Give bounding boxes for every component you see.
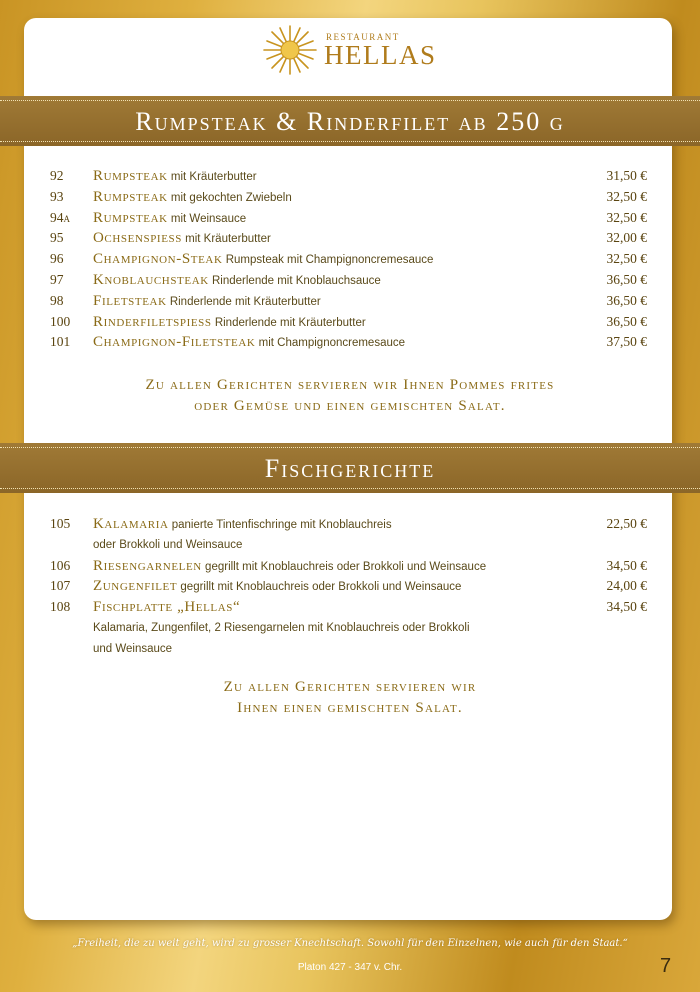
menu-item: [50, 558, 650, 579]
item-name: Riesengarnelen: [93, 557, 202, 574]
item-name: Rinderfiletspiess: [93, 313, 212, 330]
item-number: 94a: [50, 209, 70, 225]
item-name: Knoblauchsteak: [93, 271, 209, 288]
item-name: Rumpsteak: [93, 209, 168, 226]
item-name: Ochsenspiess: [93, 230, 182, 247]
item-name: Filetsteak: [93, 292, 167, 309]
menu-item: [50, 272, 650, 293]
steak-items-list: [50, 168, 650, 355]
item-price: 32,50 €: [606, 209, 647, 225]
menu-item: [50, 516, 650, 537]
footer-author: Platon 427 - 347 v. Chr.: [297, 962, 403, 973]
menu-item: [50, 189, 650, 210]
item-number: 96: [50, 251, 64, 267]
note-line: oder Gemüse und einen gemischten Salat.: [194, 398, 506, 414]
item-description: gegrillt mit Knoblauchreis oder Brokkoli und Weinsauce: [180, 581, 462, 594]
item-price: 34,50 €: [606, 599, 647, 615]
steak-note: [0, 375, 700, 417]
item-description-continued: und Weinsauce: [93, 642, 173, 655]
item-description: mit gekochten Zwiebeln: [170, 191, 292, 204]
item-price: 36,50 €: [606, 313, 647, 329]
item-price: 34,50 €: [606, 557, 647, 573]
item-number: 107: [50, 578, 71, 594]
note-line: Zu allen Gerichten servieren wir Ihnen Pommes frites: [145, 377, 555, 393]
item-description: Rumpsteak mit Champignoncremesauce: [225, 254, 434, 267]
item-name: Rumpsteak: [93, 168, 168, 184]
item-price: 24,00 €: [606, 578, 647, 594]
note-line: Zu allen Gerichten servieren wir: [223, 679, 477, 695]
item-price: 36,50 €: [606, 271, 647, 287]
menu-item: [50, 314, 650, 335]
menu-item: [50, 168, 650, 189]
item-price: 32,00 €: [606, 230, 647, 246]
item-description: Rinderlende mit Kräuterbutter: [169, 295, 321, 308]
menu-item: [50, 334, 650, 355]
item-description: mit Weinsauce: [170, 212, 247, 225]
item-name: Champignon-Filetsteak: [93, 334, 256, 351]
menu-item: [50, 230, 650, 251]
item-number: 101: [50, 334, 71, 350]
section-header-fish: [0, 443, 700, 493]
item-description: Rinderlende mit Kräuterbutter: [214, 316, 366, 329]
fish-note: [0, 677, 700, 719]
menu-item: [50, 251, 650, 272]
fish-items-list: [50, 516, 650, 662]
logo-restaurant-text: RESTAURANT: [326, 32, 400, 42]
item-name: Rumpsteak: [93, 188, 168, 205]
item-number: 98: [50, 292, 64, 308]
item-description: panierte Tintenfischringe mit Knoblauchreis: [171, 519, 392, 531]
item-number: 100: [50, 313, 71, 329]
section-header-steak: [0, 96, 700, 146]
item-number: 106: [50, 557, 71, 573]
item-number: 95: [50, 230, 64, 246]
item-description: mit Kräuterbutter: [185, 233, 271, 246]
page-number: 7: [660, 955, 672, 977]
item-number: 92: [50, 168, 64, 183]
menu-item: [50, 578, 650, 599]
item-price: 37,50 €: [606, 334, 647, 350]
item-name: Fischplatte „Hellas“: [93, 599, 241, 616]
item-name: Kalamaria: [93, 516, 169, 532]
restaurant-logo: [258, 24, 448, 76]
note-line: Ihnen einen gemischten Salat.: [237, 700, 463, 716]
menu-item: [50, 293, 650, 314]
item-description: gegrillt mit Knoblauchreis oder Brokkoli und Weinsauce: [205, 560, 487, 573]
section-title-fish: Fischgerichte: [264, 454, 436, 483]
item-price: 31,50 €: [606, 168, 647, 183]
menu-item: [50, 210, 650, 231]
item-name: Champignon-Steak: [93, 251, 223, 268]
item-description: Rinderlende mit Knoblauchsauce: [212, 274, 381, 287]
item-description-continued: oder Brokkoli und Weinsauce: [93, 538, 243, 551]
item-price: 36,50 €: [606, 292, 647, 308]
item-description: mit Kräuterbutter: [170, 171, 257, 183]
section-title-steak: Rumpsteak & Rinderfilet ab 250 g: [135, 107, 565, 136]
logo-hellas-text: HELLAS: [324, 40, 437, 70]
menu-item: [50, 599, 650, 620]
item-number: 93: [50, 188, 64, 204]
item-description: mit Champignoncremesauce: [258, 337, 406, 350]
item-number: 108: [50, 599, 71, 615]
footer-quote: „Freiheit, die zu weit geht, wird zu grosser Knechtschaft. Sowohl für den Einzelnen, wie auch für den Staat.“: [72, 938, 628, 949]
item-price: 32,50 €: [606, 188, 647, 204]
item-price: 32,50 €: [606, 251, 647, 267]
item-name: Zungenfilet: [93, 578, 178, 595]
item-number: 105: [50, 516, 71, 531]
item-number: 97: [50, 271, 64, 287]
item-price: 22,50 €: [606, 516, 647, 531]
item-description-continued: Kalamaria, Zungenfilet, 2 Riesengarnelen mit Knoblauchreis oder Brokkoli: [93, 621, 470, 634]
sun-logo-icon: [258, 24, 322, 76]
